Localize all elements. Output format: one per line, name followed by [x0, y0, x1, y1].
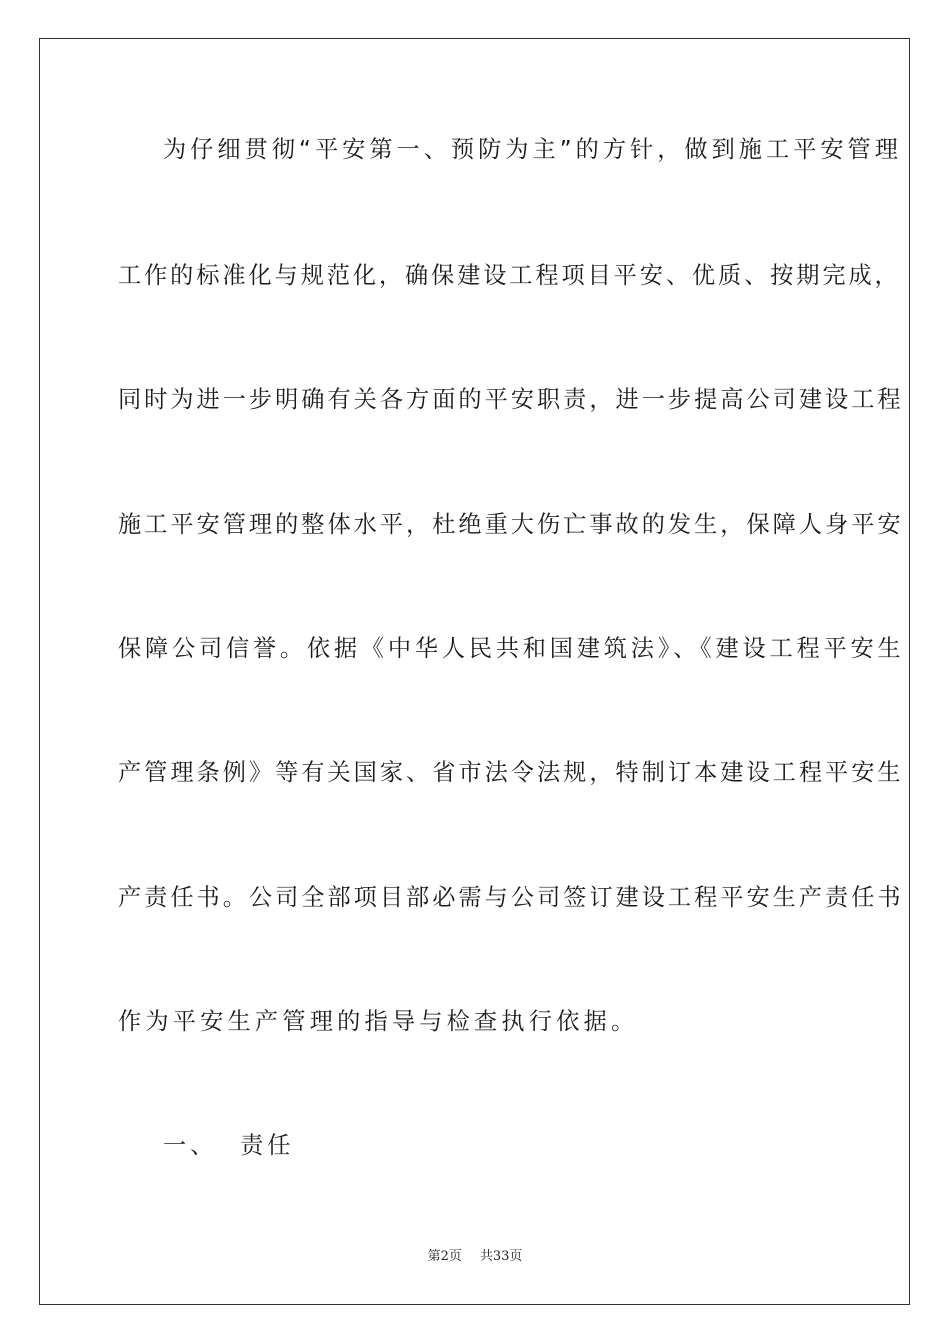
page-border [39, 38, 910, 1305]
paragraph-line-3: 同时为进一步明确有关各方面的平安职责，进一步提高公司建设工程 [118, 386, 904, 413]
paragraph-line-8: 作为平安生产管理的指导与检查执行依据。 [118, 1008, 639, 1035]
page-number: 第2页 [427, 1249, 462, 1264]
paragraph-line-2: 工作的标准化与规范化，确保建设工程项目平安、优质、按期完成， [118, 262, 901, 289]
paragraph-line-5: 保障公司信誉。依据《中华人民共和国建筑法》、《建设工程平安生 [118, 635, 905, 662]
paragraph-line-4: 施工平安管理的整体水平，杜绝重大伤亡事故的发生，保障人身平安 [118, 511, 904, 538]
page-total: 共33页 [479, 1249, 523, 1264]
section-heading: 一、 责任 [163, 1132, 295, 1159]
paragraph-line-6: 产管理条例》等有关国家、省市法令法规，特制订本建设工程平安生 [118, 759, 904, 786]
page-footer [0, 1248, 950, 1266]
paragraph-line-1: 为仔细贯彻“平安第一、预防为主”的方针，做到施工平安管理 [163, 136, 902, 163]
paragraph-line-7: 产责任书。公司全部项目部必需与公司签订建设工程平安生产责任书 [118, 884, 904, 911]
